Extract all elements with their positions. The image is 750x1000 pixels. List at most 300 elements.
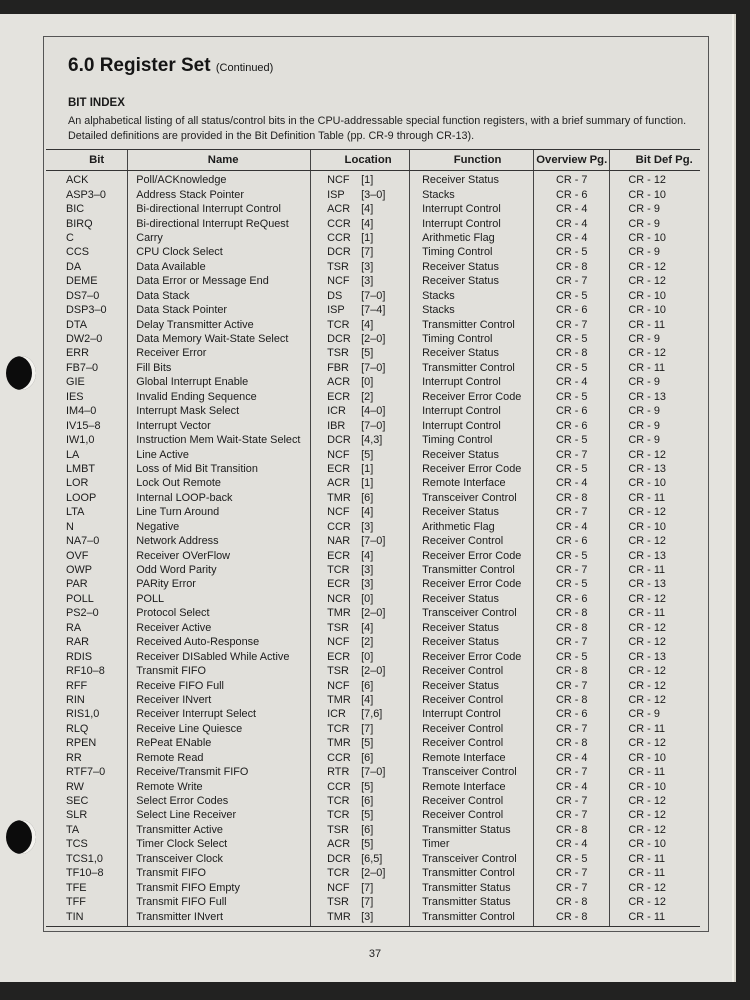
name-cell: Loss of Mid Bit Transition [128, 462, 311, 476]
location-register: NCF [327, 881, 350, 894]
location-bits: [4] [361, 203, 374, 216]
location-register: NCF [327, 679, 350, 692]
location-cell [311, 476, 410, 490]
bit-cell: LOR [66, 477, 89, 490]
function-cell: Remote Interface [410, 779, 534, 793]
bit-cell: DTA [66, 318, 87, 331]
location-register: ECR [327, 549, 351, 562]
bit-cell: CCS [66, 246, 89, 259]
location-cell [311, 895, 410, 909]
location-bits: [7] [361, 881, 374, 894]
name-cell: Transceiver Clock [128, 852, 311, 866]
location-bits: [7] [361, 722, 374, 735]
function-cell: Arithmetic Flag [410, 520, 534, 534]
location-bits: [0] [361, 650, 374, 663]
location-bits: [3] [361, 564, 374, 577]
location-bits: [2] [361, 636, 374, 649]
bit-def-page-cell: CR - 12 [610, 171, 700, 188]
function-cell: Timing Control [410, 245, 534, 259]
name-cell: Data Memory Wait-State Select [128, 332, 311, 346]
name-cell: Receiver INvert [128, 693, 311, 707]
overview-page-cell: CR - 5 [534, 462, 610, 476]
table-row [46, 274, 700, 288]
bit-def-page-cell: CR - 9 [610, 245, 700, 259]
name-cell: Transmitter Active [128, 823, 311, 837]
overview-page-cell: CR - 5 [534, 332, 610, 346]
location-bits: [5] [361, 737, 374, 750]
function-cell: Receiver Error Code [410, 462, 534, 476]
bit-cell: FB7–0 [66, 361, 99, 374]
overview-page-cell: CR - 8 [534, 664, 610, 678]
bit-cell: IV15–8 [66, 419, 101, 432]
bit-def-page-cell: CR - 12 [610, 346, 700, 360]
location-register: TCR [327, 564, 350, 577]
overview-page-cell: CR - 8 [534, 895, 610, 909]
bit-def-page-cell: CR - 10 [610, 231, 700, 245]
bit-def-page-cell: CR - 11 [610, 606, 700, 620]
table-row [46, 476, 700, 490]
binder-hole-top [6, 356, 36, 390]
function-cell: Transmitter Control [410, 317, 534, 331]
location-cell [311, 664, 410, 678]
location-bits: [7–0] [361, 766, 386, 779]
location-cell [311, 534, 410, 548]
location-cell [311, 837, 410, 851]
table-row [46, 289, 700, 303]
table-row [46, 171, 700, 188]
bit-def-page-cell: CR - 13 [610, 462, 700, 476]
table-row [46, 505, 700, 519]
table-row [46, 722, 700, 736]
location-register: TMR [327, 737, 351, 750]
name-cell: Fill Bits [128, 361, 311, 375]
name-cell: POLL [128, 592, 311, 606]
function-cell: Interrupt Control [410, 418, 534, 432]
overview-page-cell: CR - 8 [534, 606, 610, 620]
location-register: TMR [327, 491, 351, 504]
bit-cell: RIN [66, 693, 85, 706]
table-row [46, 635, 700, 649]
table-row [46, 361, 700, 375]
name-cell: Received Auto-Response [128, 635, 311, 649]
table-row [46, 577, 700, 591]
table-row [46, 880, 700, 894]
location-register: ACR [327, 203, 351, 216]
bit-def-page-cell: CR - 13 [610, 649, 700, 663]
location-cell [311, 779, 410, 793]
overview-page-cell: CR - 5 [534, 361, 610, 375]
location-register: NAR [327, 535, 351, 548]
column-header-bit: Bit [46, 150, 128, 171]
bit-cell: LMBT [66, 462, 96, 475]
table-row [46, 346, 700, 360]
location-bits: [0] [361, 592, 374, 605]
table-row [46, 231, 700, 245]
function-cell: Transmitter Control [410, 361, 534, 375]
bit-def-page-cell: CR - 9 [610, 332, 700, 346]
location-cell [311, 433, 410, 447]
location-bits: [3] [361, 275, 374, 288]
function-cell: Receiver Status [410, 621, 534, 635]
name-cell: Receive Line Quiesce [128, 722, 311, 736]
location-bits: [5] [361, 838, 374, 851]
column-header-bit-def-page: Bit Def Pg. [610, 150, 700, 171]
location-bits: [5] [361, 448, 374, 461]
overview-page-cell: CR - 7 [534, 866, 610, 880]
table-row [46, 751, 700, 765]
location-cell [311, 462, 410, 476]
location-register: CCR [327, 231, 351, 244]
overview-page-cell: CR - 7 [534, 880, 610, 894]
location-cell [311, 722, 410, 736]
location-cell [311, 606, 410, 620]
location-cell [311, 171, 410, 188]
bit-def-page-cell: CR - 9 [610, 404, 700, 418]
function-cell: Transceiver Control [410, 606, 534, 620]
overview-page-cell: CR - 8 [534, 736, 610, 750]
overview-page-cell: CR - 7 [534, 635, 610, 649]
bit-cell: LOOP [66, 491, 97, 504]
location-cell [311, 231, 410, 245]
location-bits: [6] [361, 491, 374, 504]
bit-def-page-cell: CR - 12 [610, 621, 700, 635]
bit-def-page-cell: CR - 9 [610, 216, 700, 230]
location-cell [311, 505, 410, 519]
location-cell [311, 621, 410, 635]
location-cell [311, 765, 410, 779]
function-cell: Interrupt Control [410, 202, 534, 216]
column-header-location: Location [311, 150, 410, 171]
bit-cell: BIRQ [66, 217, 93, 230]
location-register: NCF [327, 506, 350, 519]
bit-cell: TCS1,0 [66, 852, 103, 865]
name-cell: Receive/Transmit FIFO [128, 765, 311, 779]
bit-cell: PAR [66, 578, 88, 591]
function-cell: Receiver Status [410, 505, 534, 519]
table-row [46, 794, 700, 808]
name-cell: Data Error or Message End [128, 274, 311, 288]
table-row [46, 375, 700, 389]
function-cell: Receiver Control [410, 664, 534, 678]
location-register: TSR [327, 665, 349, 678]
bit-cell: PS2–0 [66, 607, 99, 620]
bit-cell: DSP3–0 [66, 304, 107, 317]
function-cell: Receiver Status [410, 678, 534, 692]
table-row [46, 693, 700, 707]
table-row [46, 245, 700, 259]
overview-page-cell: CR - 4 [534, 837, 610, 851]
name-cell: Receiver OVerFlow [128, 548, 311, 562]
table-row [46, 909, 700, 926]
function-cell: Transceiver Control [410, 765, 534, 779]
bit-def-page-cell: CR - 12 [610, 260, 700, 274]
overview-page-cell: CR - 5 [534, 289, 610, 303]
location-cell [311, 909, 410, 926]
name-cell: Global Interrupt Enable [128, 375, 311, 389]
bit-def-page-cell: CR - 13 [610, 577, 700, 591]
bit-cell: SLR [66, 809, 88, 822]
bit-def-page-cell: CR - 12 [610, 808, 700, 822]
name-cell: Interrupt Vector [128, 418, 311, 432]
overview-page-cell: CR - 7 [534, 808, 610, 822]
location-bits: [7–4] [361, 304, 386, 317]
bit-cell: LA [66, 448, 80, 461]
bit-cell: ACK [66, 174, 89, 187]
table-row [46, 317, 700, 331]
function-cell: Receiver Control [410, 693, 534, 707]
table-row [46, 187, 700, 201]
name-cell: Receiver Interrupt Select [128, 707, 311, 721]
location-register: CCR [327, 520, 351, 533]
bit-cell: IES [66, 390, 84, 403]
location-register: ACR [327, 838, 351, 851]
function-cell: Receiver Error Code [410, 577, 534, 591]
location-register: TSR [327, 823, 349, 836]
table-row [46, 895, 700, 909]
location-bits: [7–0] [361, 361, 386, 374]
table-row [46, 260, 700, 274]
bit-cell: RPEN [66, 737, 97, 750]
overview-page-cell: CR - 7 [534, 171, 610, 188]
bit-cell: TF10–8 [66, 867, 104, 880]
page-number: 37 [368, 948, 382, 960]
name-cell: Timer Clock Select [128, 837, 311, 851]
location-register: FBR [327, 361, 349, 374]
overview-page-cell: CR - 7 [534, 678, 610, 692]
function-cell: Receiver Status [410, 171, 534, 188]
function-cell: Transmitter Status [410, 895, 534, 909]
overview-page-cell: CR - 7 [534, 794, 610, 808]
table-row [46, 621, 700, 635]
overview-page-cell: CR - 5 [534, 577, 610, 591]
page-title [68, 55, 273, 77]
overview-page-cell: CR - 4 [534, 476, 610, 490]
bit-cell: ERR [66, 347, 89, 360]
location-bits: [4] [361, 549, 374, 562]
location-cell [311, 303, 410, 317]
name-cell: Interrupt Mask Select [128, 404, 311, 418]
location-register: TSR [327, 347, 349, 360]
location-cell [311, 260, 410, 274]
bit-cell: RLQ [66, 722, 89, 735]
table-row [46, 548, 700, 562]
location-cell [311, 736, 410, 750]
overview-page-cell: CR - 6 [534, 534, 610, 548]
location-cell [311, 404, 410, 418]
table-row [46, 823, 700, 837]
function-cell: Interrupt Control [410, 404, 534, 418]
function-cell: Receiver Status [410, 635, 534, 649]
bit-cell: IW1,0 [66, 434, 95, 447]
location-bits: [2–0] [361, 607, 386, 620]
content-frame [43, 36, 709, 932]
location-bits: [3] [361, 520, 374, 533]
overview-page-cell: CR - 7 [534, 765, 610, 779]
location-register: TMR [327, 693, 351, 706]
column-header-function: Function [410, 150, 534, 171]
overview-page-cell: CR - 8 [534, 693, 610, 707]
bit-def-page-cell: CR - 12 [610, 274, 700, 288]
location-cell [311, 317, 410, 331]
table-row [46, 202, 700, 216]
function-cell: Transmitter Control [410, 866, 534, 880]
function-cell: Receiver Control [410, 794, 534, 808]
overview-page-cell: CR - 6 [534, 187, 610, 201]
name-cell: Data Stack [128, 289, 311, 303]
location-register: NCF [327, 174, 350, 187]
name-cell: Line Active [128, 447, 311, 461]
location-bits: [2] [361, 390, 374, 403]
location-register: TSR [327, 260, 349, 273]
bit-def-page-cell: CR - 13 [610, 548, 700, 562]
location-register: TSR [327, 621, 349, 634]
table-row [46, 520, 700, 534]
bit-def-page-cell: CR - 12 [610, 794, 700, 808]
location-bits: [7,6] [361, 708, 383, 721]
location-cell [311, 751, 410, 765]
bit-def-page-cell: CR - 10 [610, 751, 700, 765]
bit-def-page-cell: CR - 12 [610, 880, 700, 894]
location-bits: [1] [361, 174, 374, 187]
overview-page-cell: CR - 8 [534, 909, 610, 926]
location-bits: [3–0] [361, 188, 386, 201]
location-bits: [6] [361, 823, 374, 836]
bit-cell: DS7–0 [66, 289, 100, 302]
location-register: DCR [327, 246, 351, 259]
location-cell [311, 491, 410, 505]
title-suffix: (Continued) [215, 62, 274, 74]
table-row [46, 216, 700, 230]
location-register: IBR [327, 419, 346, 432]
bit-def-page-cell: CR - 10 [610, 187, 700, 201]
overview-page-cell: CR - 4 [534, 520, 610, 534]
location-bits: [1] [361, 231, 374, 244]
location-cell [311, 880, 410, 894]
table-row [46, 418, 700, 432]
bit-cell: TA [66, 823, 80, 836]
bit-def-page-cell: CR - 12 [610, 736, 700, 750]
bit-cell: IM4–0 [66, 405, 97, 418]
table-row [46, 808, 700, 822]
location-cell [311, 187, 410, 201]
bit-def-page-cell: CR - 11 [610, 317, 700, 331]
location-bits: [6] [361, 751, 374, 764]
bit-def-page-cell: CR - 9 [610, 375, 700, 389]
location-bits: [7–0] [361, 419, 386, 432]
bit-def-page-cell: CR - 12 [610, 592, 700, 606]
bit-cell: RW [66, 780, 84, 793]
bit-def-page-cell: CR - 11 [610, 909, 700, 926]
bit-def-page-cell: CR - 12 [610, 678, 700, 692]
overview-page-cell: CR - 5 [534, 433, 610, 447]
bit-def-page-cell: CR - 12 [610, 823, 700, 837]
location-cell [311, 216, 410, 230]
table-row [46, 332, 700, 346]
location-register: ISP [327, 188, 345, 201]
location-cell [311, 447, 410, 461]
name-cell: PARity Error [128, 577, 311, 591]
location-bits: [4–0] [361, 405, 386, 418]
location-bits: [1] [361, 477, 374, 490]
overview-page-cell: CR - 7 [534, 505, 610, 519]
overview-page-cell: CR - 5 [534, 852, 610, 866]
name-cell: Receiver Active [128, 621, 311, 635]
function-cell: Remote Interface [410, 751, 534, 765]
name-cell: Data Available [128, 260, 311, 274]
function-cell: Receiver Error Code [410, 548, 534, 562]
function-cell: Transceiver Control [410, 852, 534, 866]
bit-cell: OWP [66, 564, 93, 577]
name-cell: Poll/ACKnowledge [128, 171, 311, 188]
function-cell: Interrupt Control [410, 375, 534, 389]
location-bits: [1] [361, 462, 374, 475]
overview-page-cell: CR - 6 [534, 404, 610, 418]
location-bits: [3] [361, 910, 374, 923]
location-register: ICR [327, 405, 346, 418]
location-bits: [4] [361, 693, 374, 706]
bit-def-page-cell: CR - 9 [610, 202, 700, 216]
bit-cell: RAR [66, 636, 89, 649]
location-register: ACR [327, 477, 351, 490]
table-body [46, 171, 700, 927]
bit-cell: ASP3–0 [66, 188, 106, 201]
function-cell: Timer [410, 837, 534, 851]
function-cell: Interrupt Control [410, 216, 534, 230]
overview-page-cell: CR - 4 [534, 216, 610, 230]
name-cell: Transmit FIFO [128, 664, 311, 678]
table-row [46, 866, 700, 880]
bit-cell: TFF [66, 896, 86, 909]
overview-page-cell: CR - 7 [534, 447, 610, 461]
overview-page-cell: CR - 4 [534, 779, 610, 793]
bit-def-page-cell: CR - 12 [610, 895, 700, 909]
function-cell: Receiver Control [410, 808, 534, 822]
location-cell [311, 794, 410, 808]
location-cell [311, 592, 410, 606]
location-bits: [2–0] [361, 867, 386, 880]
location-cell [311, 332, 410, 346]
bit-cell: DW2–0 [66, 333, 103, 346]
name-cell: Internal LOOP-back [128, 491, 311, 505]
name-cell: Carry [128, 231, 311, 245]
section-heading: BIT INDEX [68, 97, 125, 109]
bit-cell: POLL [66, 592, 94, 605]
overview-page-cell: CR - 8 [534, 260, 610, 274]
location-register: DCR [327, 333, 351, 346]
table-row [46, 592, 700, 606]
location-cell [311, 678, 410, 692]
function-cell: Timing Control [410, 332, 534, 346]
location-bits: [6,5] [361, 852, 383, 865]
location-register: ECR [327, 390, 351, 403]
location-cell [311, 866, 410, 880]
location-register: DCR [327, 852, 351, 865]
table-row [46, 433, 700, 447]
overview-page-cell: CR - 6 [534, 707, 610, 721]
table-row [46, 765, 700, 779]
location-register: TMR [327, 910, 351, 923]
location-cell [311, 707, 410, 721]
bit-cell: RFF [66, 679, 88, 692]
location-bits: [4] [361, 621, 374, 634]
table-row [46, 837, 700, 851]
bit-index-table [46, 149, 700, 927]
overview-page-cell: CR - 6 [534, 418, 610, 432]
table-row [46, 736, 700, 750]
location-bits: [6] [361, 679, 374, 692]
bit-def-page-cell: CR - 10 [610, 303, 700, 317]
name-cell: Transmit FIFO [128, 866, 311, 880]
